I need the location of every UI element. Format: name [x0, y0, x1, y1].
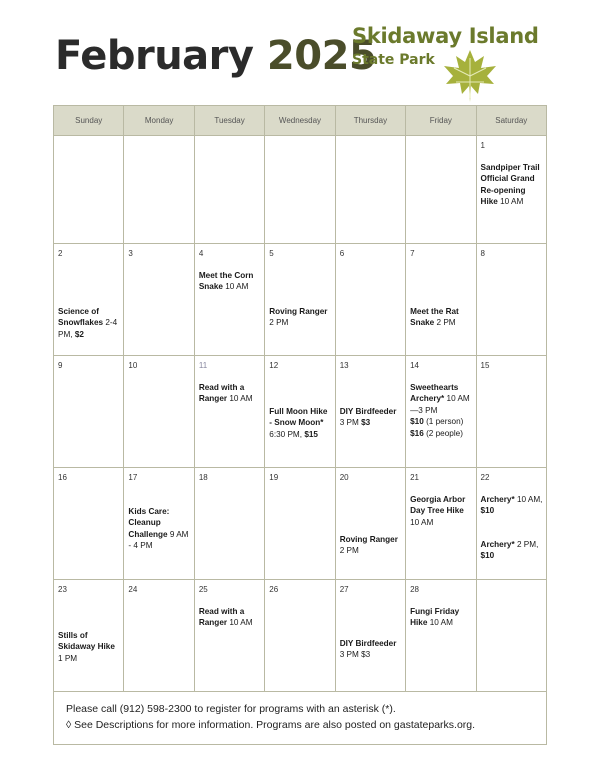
event-title: Read with a Ranger	[198, 606, 245, 627]
event-time: 10 AM	[229, 394, 253, 403]
event-time: 3 PM $3	[339, 650, 371, 659]
day-number: 6	[339, 249, 345, 258]
logo-line2: State Park	[352, 52, 435, 68]
event-title: DIY Birdfeeder	[339, 406, 397, 416]
event-title: Georgia Arbor Day Tree Hike	[410, 494, 466, 515]
day-cell	[124, 244, 194, 356]
day-cell	[406, 580, 476, 692]
day-number: 2	[58, 249, 63, 258]
day-cell	[476, 244, 546, 356]
day-number: 25	[198, 585, 208, 594]
day-cell	[335, 356, 405, 468]
week-row	[54, 356, 547, 468]
event-time: 2 PM,	[516, 539, 539, 549]
weekday-friday: Friday	[406, 106, 476, 136]
event-time: 10 AM	[225, 282, 249, 291]
page-title	[55, 33, 376, 79]
day-cell	[194, 580, 264, 692]
day-number: 28	[410, 585, 420, 594]
event	[269, 306, 331, 329]
event-price: $2	[74, 329, 84, 339]
event-time: 10 AM	[229, 618, 253, 627]
day-number: 4	[198, 249, 204, 258]
maple-leaf-icon	[440, 48, 500, 104]
event-title: Sandpiper Trail Official Grand Re-opening Hike	[480, 162, 540, 206]
footer-notes	[53, 689, 547, 745]
event-time: 10 AM—3 PM	[410, 394, 470, 415]
day-cell	[265, 244, 335, 356]
day-cell	[476, 356, 546, 468]
day-number: 11	[198, 361, 208, 370]
page-header	[0, 0, 600, 105]
logo-line1: Skidaway Island	[352, 24, 539, 48]
day-cell	[124, 468, 194, 580]
day-cell	[406, 244, 476, 356]
day-number: 26	[269, 585, 279, 594]
day-cell	[54, 468, 124, 580]
day-number: 1	[480, 141, 485, 150]
event-title: Read with a Ranger	[198, 382, 245, 403]
title-year: 2025	[266, 33, 377, 79]
week-row	[54, 468, 547, 580]
day-cell	[194, 136, 264, 244]
footer-register-note: Please call (912) 598-2300 to register for programs with an asterisk (*).	[66, 703, 396, 715]
event-title: Science of Snowflakes	[58, 306, 104, 327]
event	[340, 638, 402, 661]
event-time: 9 AM - 4 PM	[128, 529, 189, 550]
event	[410, 382, 472, 440]
event-title: Full Moon Hike - Snow Moon*	[269, 406, 328, 427]
day-number: 22	[480, 473, 490, 482]
event-time: 3 PM	[339, 418, 359, 427]
event-title: Meet the Rat Snake	[410, 306, 459, 327]
day-cell	[54, 244, 124, 356]
day-number: 5	[269, 249, 274, 258]
day-cell	[124, 136, 194, 244]
day-number: 17	[128, 473, 138, 482]
event	[199, 270, 261, 293]
event-title: Fungi Friday Hike	[410, 606, 460, 627]
day-cell	[124, 356, 194, 468]
day-cell	[265, 580, 335, 692]
weekday-saturday: Saturday	[476, 106, 546, 136]
event-price: $10	[480, 506, 495, 515]
event-title: Sweethearts Archery*	[410, 382, 459, 403]
event	[199, 606, 261, 629]
day-number: 13	[339, 361, 349, 370]
event-time: 2-4 PM,	[58, 318, 118, 339]
day-cell	[265, 468, 335, 580]
event-title: Meet the Corn Snake	[198, 270, 254, 291]
event-title: Kids Care: Cleanup Challenge	[128, 506, 170, 539]
event	[340, 406, 402, 429]
day-cell	[54, 580, 124, 692]
week-row	[54, 136, 547, 244]
day-cell	[476, 580, 546, 692]
weekday-tuesday: Tuesday	[194, 106, 264, 136]
event-time: 2 PM	[269, 318, 289, 327]
day-cell	[335, 244, 405, 356]
event-time: 6:30 PM,	[269, 429, 303, 439]
event-price: $3	[361, 418, 371, 427]
day-cell	[406, 468, 476, 580]
event-title: Roving Ranger	[339, 534, 398, 544]
event-time: 10 AM,	[516, 494, 543, 504]
event-time: 10 AM	[410, 517, 434, 527]
event-time: 2 PM	[436, 318, 456, 327]
event-price-line	[410, 416, 472, 428]
event-price-note: (1 person)	[426, 417, 464, 426]
event	[410, 606, 472, 629]
event-price: $10	[480, 551, 495, 560]
event	[199, 382, 261, 405]
event-time: 1 PM	[58, 653, 78, 663]
event-title: Archery*	[480, 494, 515, 504]
park-logo	[352, 24, 542, 102]
weekday-sunday: Sunday	[54, 106, 124, 136]
day-cell	[265, 356, 335, 468]
day-cell	[54, 136, 124, 244]
event	[410, 306, 472, 329]
event	[481, 494, 543, 517]
event	[58, 306, 120, 341]
day-number: 3	[128, 249, 133, 258]
event-title: Archery*	[480, 539, 515, 549]
day-cell	[406, 356, 476, 468]
event-price: $10	[410, 417, 424, 426]
day-number: 20	[339, 473, 349, 482]
day-cell	[265, 136, 335, 244]
event	[481, 162, 543, 208]
day-cell	[194, 468, 264, 580]
event-price: $16	[410, 428, 424, 438]
title-month: February	[55, 33, 254, 79]
day-number: 19	[269, 473, 279, 482]
day-number: 21	[410, 473, 420, 482]
week-row	[54, 580, 547, 692]
event	[410, 494, 472, 529]
event-price: $15	[304, 429, 318, 439]
day-cell	[476, 468, 546, 580]
day-number: 27	[339, 585, 349, 594]
day-cell	[194, 356, 264, 468]
event-price-line	[410, 428, 472, 440]
event	[481, 539, 543, 562]
event	[269, 406, 331, 441]
day-number: 24	[128, 585, 138, 594]
weekday-monday: Monday	[124, 106, 194, 136]
event	[128, 506, 190, 552]
event-time: 2 PM	[339, 546, 359, 555]
weekday-header-row	[54, 106, 547, 136]
event-title: Stills of Skidaway Hike	[58, 630, 115, 651]
calendar-grid	[53, 105, 547, 692]
weekday-thursday: Thursday	[335, 106, 405, 136]
event-title: DIY Birdfeeder	[339, 638, 397, 648]
day-number: 15	[480, 361, 490, 370]
day-cell	[476, 136, 546, 244]
day-number: 10	[128, 361, 138, 370]
day-number: 14	[410, 361, 420, 370]
day-number: 16	[58, 473, 67, 482]
day-cell	[406, 136, 476, 244]
footer-descriptions-note: ◊ See Descriptions for more information. Programs are also posted on gastateparks.org.	[66, 719, 476, 731]
day-number: 18	[198, 473, 208, 482]
day-number: 23	[58, 585, 67, 594]
event-time: 10 AM	[429, 618, 453, 627]
day-cell	[335, 468, 405, 580]
day-number: 8	[480, 249, 485, 258]
weekday-wednesday: Wednesday	[265, 106, 335, 136]
day-cell	[54, 356, 124, 468]
day-number: 12	[269, 361, 279, 370]
week-row	[54, 244, 547, 356]
event	[340, 534, 402, 557]
event-title: Roving Ranger	[269, 306, 328, 316]
event-time: 10 AM	[500, 197, 524, 206]
day-cell	[124, 580, 194, 692]
day-cell	[335, 136, 405, 244]
day-cell	[194, 244, 264, 356]
day-number: 9	[58, 361, 63, 370]
day-number: 7	[410, 249, 415, 258]
event	[58, 630, 120, 665]
day-cell	[335, 580, 405, 692]
event-price-note: (2 people)	[426, 428, 463, 438]
